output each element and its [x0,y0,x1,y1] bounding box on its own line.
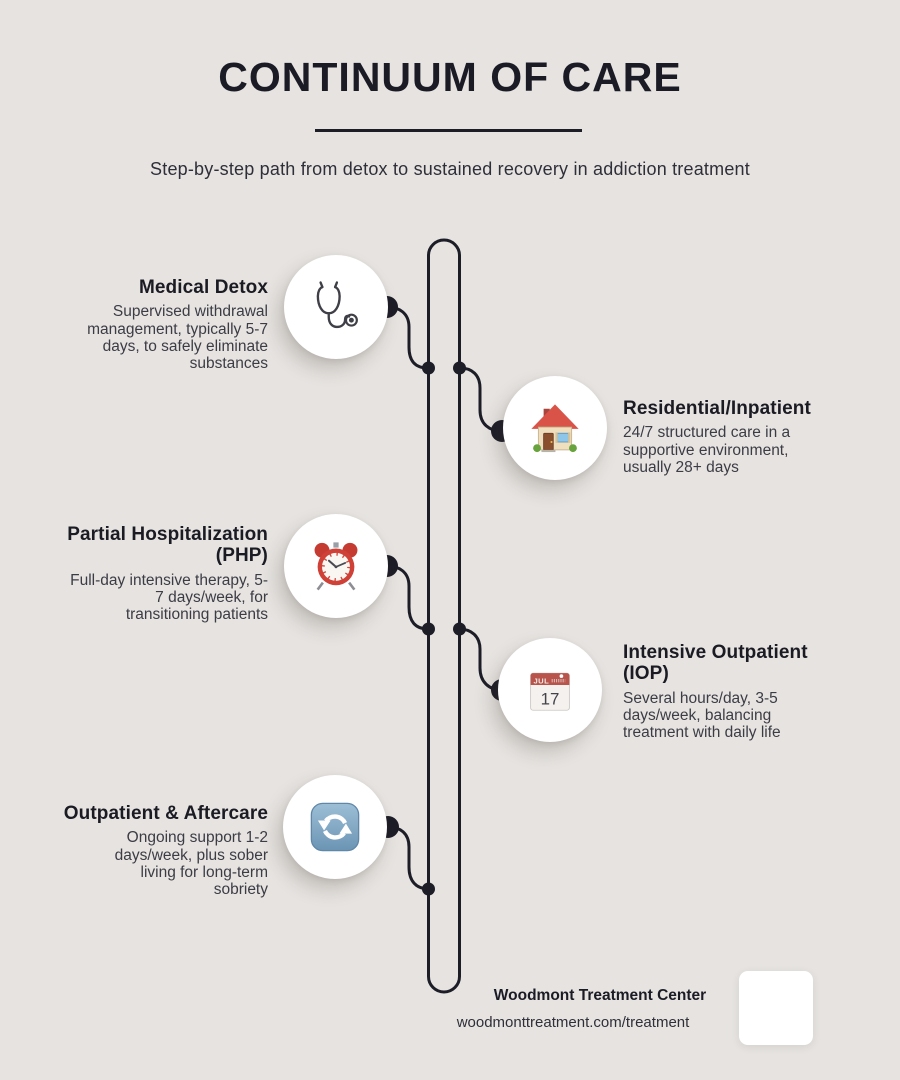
stage-residential-inpatient [623,398,867,476]
junction-dot [422,883,435,896]
stage-circle-medical-detox [284,255,388,359]
stage-title: Medical Detox [138,277,268,298]
stage-partial-hospitalization [8,524,268,624]
stage-circle-residential [503,376,607,480]
calendar-icon [523,663,577,717]
junction-dot [422,623,435,636]
page-subtitle: Step-by-step path from detox to sustained recovery in addiction treatment [150,159,750,179]
stage-circle-iop [498,638,602,742]
stage-title: Outpatient & Aftercare [63,803,268,824]
stage-title: Partial Hospitalization (PHP) [67,524,268,567]
stage-title: Residential/Inpatient [623,398,811,419]
junction-dot [422,362,435,375]
stage-description: Full-day intensive therapy, 5-7 days/week, for transitioning patients [70,571,268,624]
footer-url: woodmonttreatment.com/treatment [456,1014,690,1031]
alarm-clock-icon [308,538,364,594]
junction-dot [453,362,466,375]
stage-circle-aftercare [283,775,387,879]
connector-line-4 [459,629,502,690]
connector-line-5 [388,827,429,889]
stage-circle-php [284,514,388,618]
stage-outpatient-aftercare [8,803,268,899]
connector-line-3 [387,566,428,629]
stage-intensive-outpatient [623,642,867,742]
connector-line-1 [387,307,428,368]
stage-description: Supervised withdrawal management, typically 5-7 days, to safely eliminate substances [87,303,268,373]
refresh-icon [307,799,363,855]
house-icon [527,400,583,456]
stage-description: Several hours/day, 3-5 days/week, balancing treatment with daily life [623,689,781,742]
connector-line-2 [460,368,502,431]
stage-title: Intensive Outpatient (IOP) [623,642,808,685]
junction-dot [453,623,466,636]
stethoscope-icon [307,278,365,336]
calendar-day-label: 17 [540,689,560,709]
qr-code-placeholder [739,971,813,1045]
calendar-month-label: JUL [533,676,550,686]
footer-org-name: Woodmont Treatment Center [493,987,707,1004]
spine-capsule [429,240,460,992]
page-title: CONTINUUM OF CARE [218,54,682,100]
stage-medical-detox [28,277,268,373]
stage-description: 24/7 structured care in a supportive environment, usually 28+ days [623,424,791,476]
stage-description: Ongoing support 1-2 days/week, plus sober living for long-term sobriety [114,829,268,899]
